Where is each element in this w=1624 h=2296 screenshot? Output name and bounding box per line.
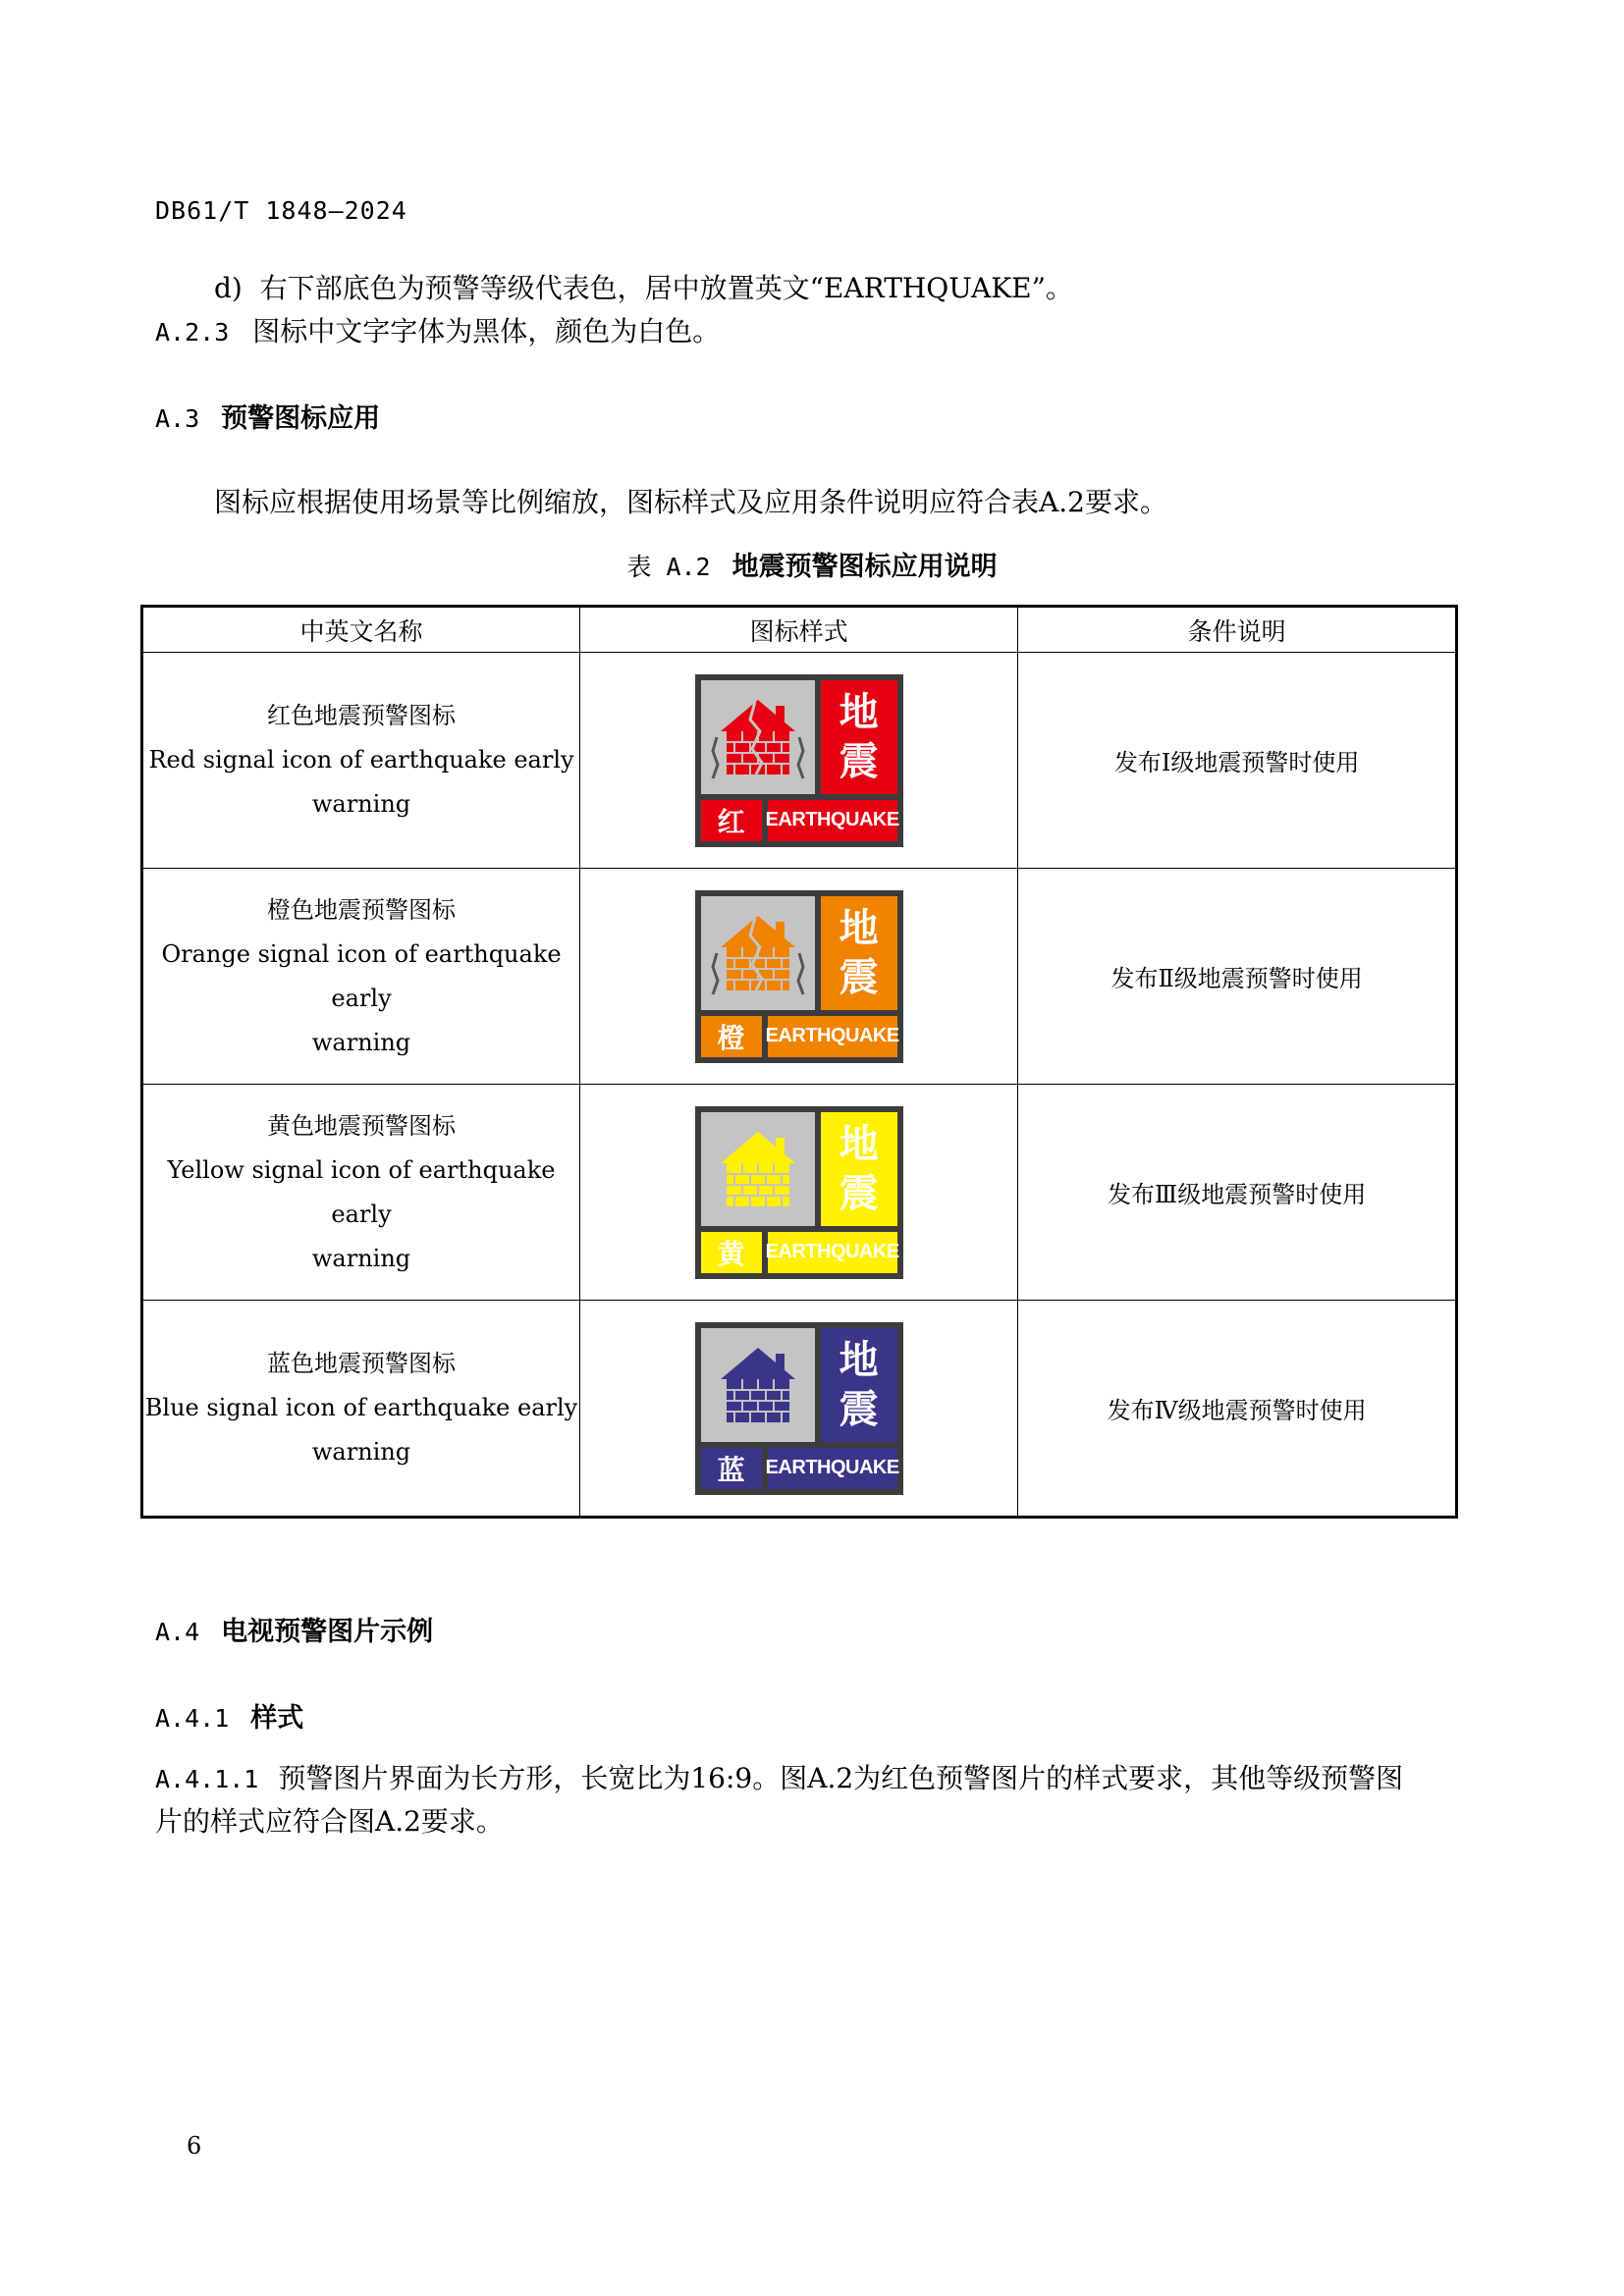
house-cracked-icon (701, 896, 815, 1010)
clause-text: 图标中文字字体为黑体，颜色为白色。 (252, 315, 721, 347)
paragraph-item-d: d) 右下部底色为预警等级代表色，居中放置英文“EARTHQUAKE”。 (214, 272, 1073, 304)
column-header-icon: 图标样式 (580, 607, 1018, 653)
heading-text: 电视预警图片示例 (221, 1617, 434, 1647)
table-row (142, 869, 1457, 1085)
heading-number: A.4.1 (155, 1704, 230, 1733)
column-header-condition: 条件说明 (1018, 607, 1457, 653)
table-row (142, 653, 1457, 869)
icon-cell (580, 1085, 1018, 1301)
section-a3-paragraph: 图标应根据使用场景等比例缩放，图标样式及应用条件说明应符合表A.2要求。 (214, 486, 1167, 518)
heading-text: 预警图标应用 (221, 403, 381, 434)
section-heading-a4-1 (155, 1696, 303, 1735)
english-name-line1: Blue signal icon of earthquake early (144, 1394, 578, 1421)
english-name-line2: warning (311, 1028, 411, 1056)
char-di: 地 (839, 1121, 879, 1167)
char-di: 地 (839, 1337, 879, 1383)
house-icon (701, 1328, 815, 1442)
heading-number: A.4 (155, 1618, 200, 1646)
table-header-row (142, 607, 1457, 653)
char-zhen: 震 (839, 1170, 879, 1216)
heading-number: A.3 (155, 404, 200, 433)
characters-panel (821, 680, 897, 794)
house-panel (701, 1112, 815, 1226)
name-cell (142, 869, 580, 1085)
section-heading-a4 (155, 1610, 433, 1648)
condition-cell: 发布Ⅰ级地震预警时使用 (1018, 653, 1457, 869)
condition-cell: 发布Ⅱ级地震预警时使用 (1018, 869, 1457, 1085)
char-di: 地 (839, 689, 879, 735)
icon-cell (580, 869, 1018, 1085)
icon-cell (580, 653, 1018, 869)
level-char: 蓝 (701, 1448, 762, 1489)
char-zhen: 震 (839, 738, 879, 784)
clause-a-2-3 (155, 310, 720, 349)
english-name-line2: warning (311, 1438, 411, 1466)
level-char: 黄 (701, 1232, 762, 1273)
english-name-line2: warning (311, 790, 411, 818)
earthquake-warning-icon (695, 890, 903, 1063)
house-panel (701, 896, 815, 1010)
earthquake-label: EARTHQUAKE (768, 1016, 897, 1057)
earthquake-warning-icon (695, 1322, 903, 1495)
name-cell (142, 653, 580, 869)
chinese-name: 橙色地震预警图标 (267, 895, 457, 924)
characters-panel (821, 1328, 897, 1442)
level-char: 橙 (701, 1016, 762, 1057)
table-caption (0, 545, 1624, 583)
char-zhen: 震 (839, 1386, 879, 1432)
earthquake-label: EARTHQUAKE (768, 800, 897, 841)
chinese-name: 红色地震预警图标 (267, 702, 457, 729)
condition-cell: 发布Ⅲ级地震预警时使用 (1018, 1085, 1457, 1301)
char-di: 地 (839, 905, 879, 951)
characters-panel (821, 896, 897, 1010)
document-code: DB61/T 1848—2024 (155, 196, 407, 225)
name-cell (142, 1085, 580, 1301)
name-cell (142, 1301, 580, 1518)
clause-a-4-1-1-line2: 片的样式应符合图A.2要求。 (155, 1805, 504, 1838)
icon-application-table (140, 605, 1458, 1519)
house-panel (701, 1328, 815, 1442)
table-row (142, 1085, 1457, 1301)
house-icon (701, 1112, 815, 1226)
char-zhen: 震 (839, 954, 879, 1000)
condition-cell: 发布Ⅳ级地震预警时使用 (1018, 1301, 1457, 1518)
page-number: 6 (187, 2132, 202, 2160)
clause-a-4-1-1-line1 (155, 1757, 1403, 1796)
characters-panel (821, 1112, 897, 1226)
chinese-name: 蓝色地震预警图标 (267, 1350, 457, 1377)
english-name-line1: Orange signal icon of earthquake early (161, 939, 562, 1012)
earthquake-warning-icon (695, 1106, 903, 1279)
chinese-name: 黄色地震预警图标 (267, 1111, 457, 1140)
column-header-name: 中英文名称 (142, 607, 580, 653)
english-name-line1: Yellow signal icon of earthquake early (167, 1155, 556, 1228)
section-heading-a3 (155, 397, 380, 435)
earthquake-warning-icon (695, 674, 903, 847)
earthquake-label: EARTHQUAKE (768, 1448, 897, 1489)
english-name-line2: warning (311, 1244, 411, 1272)
heading-text: 样式 (250, 1703, 304, 1734)
english-name-line1: Red signal icon of earthquake early (148, 746, 574, 774)
earthquake-label: EARTHQUAKE (768, 1232, 897, 1273)
clause-text: 预警图片界面为长方形，长宽比为16:9。图A.2为红色预警图片的样式要求，其他等级预警图 (278, 1762, 1404, 1794)
table-caption-number: 表 A.2 (626, 553, 711, 581)
house-cracked-icon (701, 680, 815, 794)
icon-cell (580, 1301, 1018, 1518)
table-caption-title: 地震预警图标应用说明 (731, 552, 998, 582)
clause-number: A.4.1.1 (155, 1765, 259, 1793)
clause-number: A.2.3 (155, 318, 230, 347)
house-panel (701, 680, 815, 794)
level-char: 红 (701, 800, 762, 841)
table-row (142, 1301, 1457, 1518)
